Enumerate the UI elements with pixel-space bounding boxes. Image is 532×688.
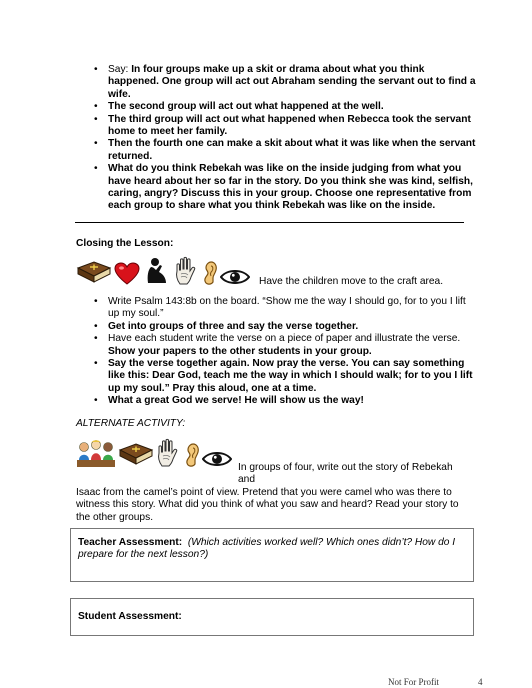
closing-heading: Closing the Lesson: [76,238,174,249]
list-item: • The third group will act out what happened when Rebecca took the servant home to meet her family. [94,114,478,139]
hand-icon [174,256,198,290]
teacher-assessment-box [70,528,474,582]
list-item: • Have each student write the verse on a piece of paper and illustrate the verse. Show your papers to the other students in your group. [94,333,478,358]
discussion-list [94,64,478,213]
list-item: • Say the verse together again. Now pray the verse. You can say something like this: Dear God, teach me the way in which I should walk; for to you I lift up my soul.” Pray this aloud, one at a time. [94,358,478,395]
student-assessment-box [70,598,474,636]
praying-person-icon [142,256,172,290]
list-item: • The second group will act out what happened at the well. [94,101,478,113]
ear-icon [200,260,218,290]
closing-icons [76,256,250,290]
heart-icon [114,262,140,290]
alternate-activity-heading: ALTERNATE ACTIVITY: [76,418,186,429]
eye-icon [220,268,250,290]
list-item: • Get into groups of three and say the verse together. [94,321,478,333]
teacher-assessment-label: Teacher Assessment: [78,537,183,548]
footer-note: Not For Profit [388,677,440,687]
list-item: • What do you think Rebekah was like on the inside judging from what you have heard about her so far in the story. Do you think she was kind, selfish, caring, angry? Discuss this in your group. Choose one representative from each group to share what you think Rebekah was like on the inside. [94,163,478,213]
closing-list [94,296,478,408]
student-assessment-label: Student Assessment: [78,611,182,622]
section-divider [75,222,464,223]
teacher-assessment-hint: (Which activities worked well? Which ones didn’t? How do I prepare for the next lesson?) [78,537,456,561]
alternate-activity-text: In groups of four, write out the story of Rebekah and Isaac from the camel’s point of view. Pretend that you were camel who was there to witness this story. What did you think of what you saw and heard? Read your story to the other groups. [76,462,459,523]
craft-area-instruction: Have the children move to the craft area. [259,276,444,287]
list-item: • Say: In four groups make up a skit or drama about what you think happened. One group will act out Abraham sending the servant out to find a wife. [94,64,478,101]
list-item: • Then the fourth one can make a skit about what it was like when the servant returned. [94,138,478,163]
bible-icon [76,258,112,290]
page-number: 4 [478,677,483,687]
list-item: • What a great God we serve! He will show us the way! [94,395,478,407]
list-item: • Write Psalm 143:8b on the board. “Show me the way I should go, for to you I lift up my soul.” [94,296,478,321]
